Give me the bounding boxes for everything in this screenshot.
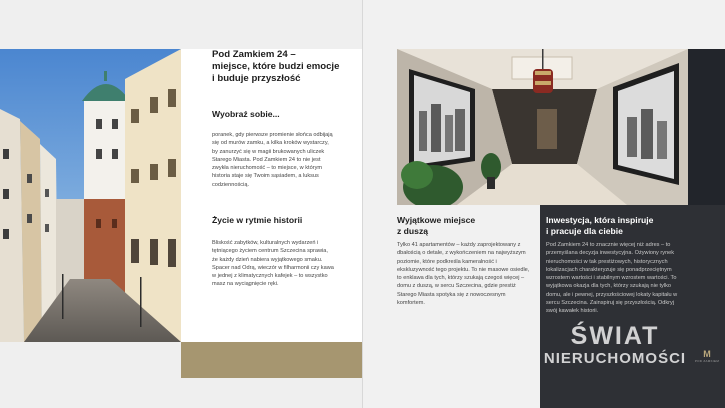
page-fold-divider bbox=[362, 0, 363, 408]
page-title: Pod Zamkiem 24 – miejsce, które budzi emocje i buduje przyszłość bbox=[212, 49, 340, 84]
section-body-investment: Pod Zamkiem 24 to znacznie więcej niż adres – to przemyślana decyzja inwestycyjna. Ożywiony rynek nieruchomości w tak prestiżowych, historycznych lokalizacjach charakteryzuje się ponadprzeciętnym wzrostem wartości i stabilnym wzrostem wartości. To wyjątkowa okazja dla tych, którzy szukają nie tylko domu, ale i pewnej, przyszłościowej lokaty kapitału w sercu Szczecina. Zainspiruj się przyszłością. Odkryj swój kawałek historii. bbox=[546, 242, 678, 315]
right-text-panel bbox=[397, 205, 540, 408]
dark-accent-strip bbox=[688, 49, 725, 205]
watermark-line2: NIERUCHOMOŚCI bbox=[543, 350, 687, 367]
left-text-panel bbox=[181, 49, 362, 342]
lobby-interior-photo bbox=[397, 49, 688, 205]
castle-street-illustration bbox=[0, 49, 181, 342]
lobby-illustration bbox=[397, 49, 688, 205]
section-heading-unique-place: Wyjątkowe miejsce z duszą bbox=[397, 215, 476, 236]
section-body-imagine: poranek, gdy pierwsze promienie słońca odbijają się od murów zamku, a kilka kroków wystarczy, by zanurzyć się w magii brukowanych uliczek Starego Miasta. Pod Zamkiem 24 to nie jest zwykła nieruchomość – to miejsce, w którym historia staje się Twoim sąsiadem, a luksus codziennością. bbox=[212, 132, 333, 188]
section-body-unique-place: Tylko 41 apartamentów – każdy zaprojektowany z dbałością o detale, z wykończeniem na najwyższym poziomie, które podkreśla kameralność i ekskluzywność tego projektu. To nie masowe osiedle, to enklawa dla tych, którzy szukają czegoś więcej – domu z duszą, w sercu Szczecina, gdzie prestiż Starego Miasta spotyka się z nowoczesnym komfortem. bbox=[397, 242, 530, 307]
logo-mark-icon: M bbox=[703, 349, 711, 359]
gold-accent-bar bbox=[181, 342, 362, 378]
logo-text: POD ZAMKIEM bbox=[694, 359, 720, 363]
section-heading-investment: Inwestycja, która inspiruje i pracuje dla ciebie bbox=[546, 215, 654, 236]
watermark bbox=[505, 322, 725, 368]
section-body-history: Bliskość zabytków, kulturalnych wydarzeń i tętniącego życiem centrum Szczecina sprawia, że każdy dzień nabiera wyjątkowego smaku. Spacer nad Odrą, wieczór w filharmonii czy kawa w jednej z klimatycznych kafejek – to wszystko masz na wyciągnięcie ręki. bbox=[212, 240, 334, 288]
brand-logo bbox=[694, 349, 720, 363]
section-heading-history: Życie w rytmie historii bbox=[212, 215, 303, 225]
section-heading-imagine: Wyobraź sobie... bbox=[212, 109, 280, 119]
castle-street-photo bbox=[0, 49, 181, 342]
investment-panel bbox=[540, 205, 725, 408]
watermark-line1: ŚWIAT bbox=[570, 322, 660, 350]
